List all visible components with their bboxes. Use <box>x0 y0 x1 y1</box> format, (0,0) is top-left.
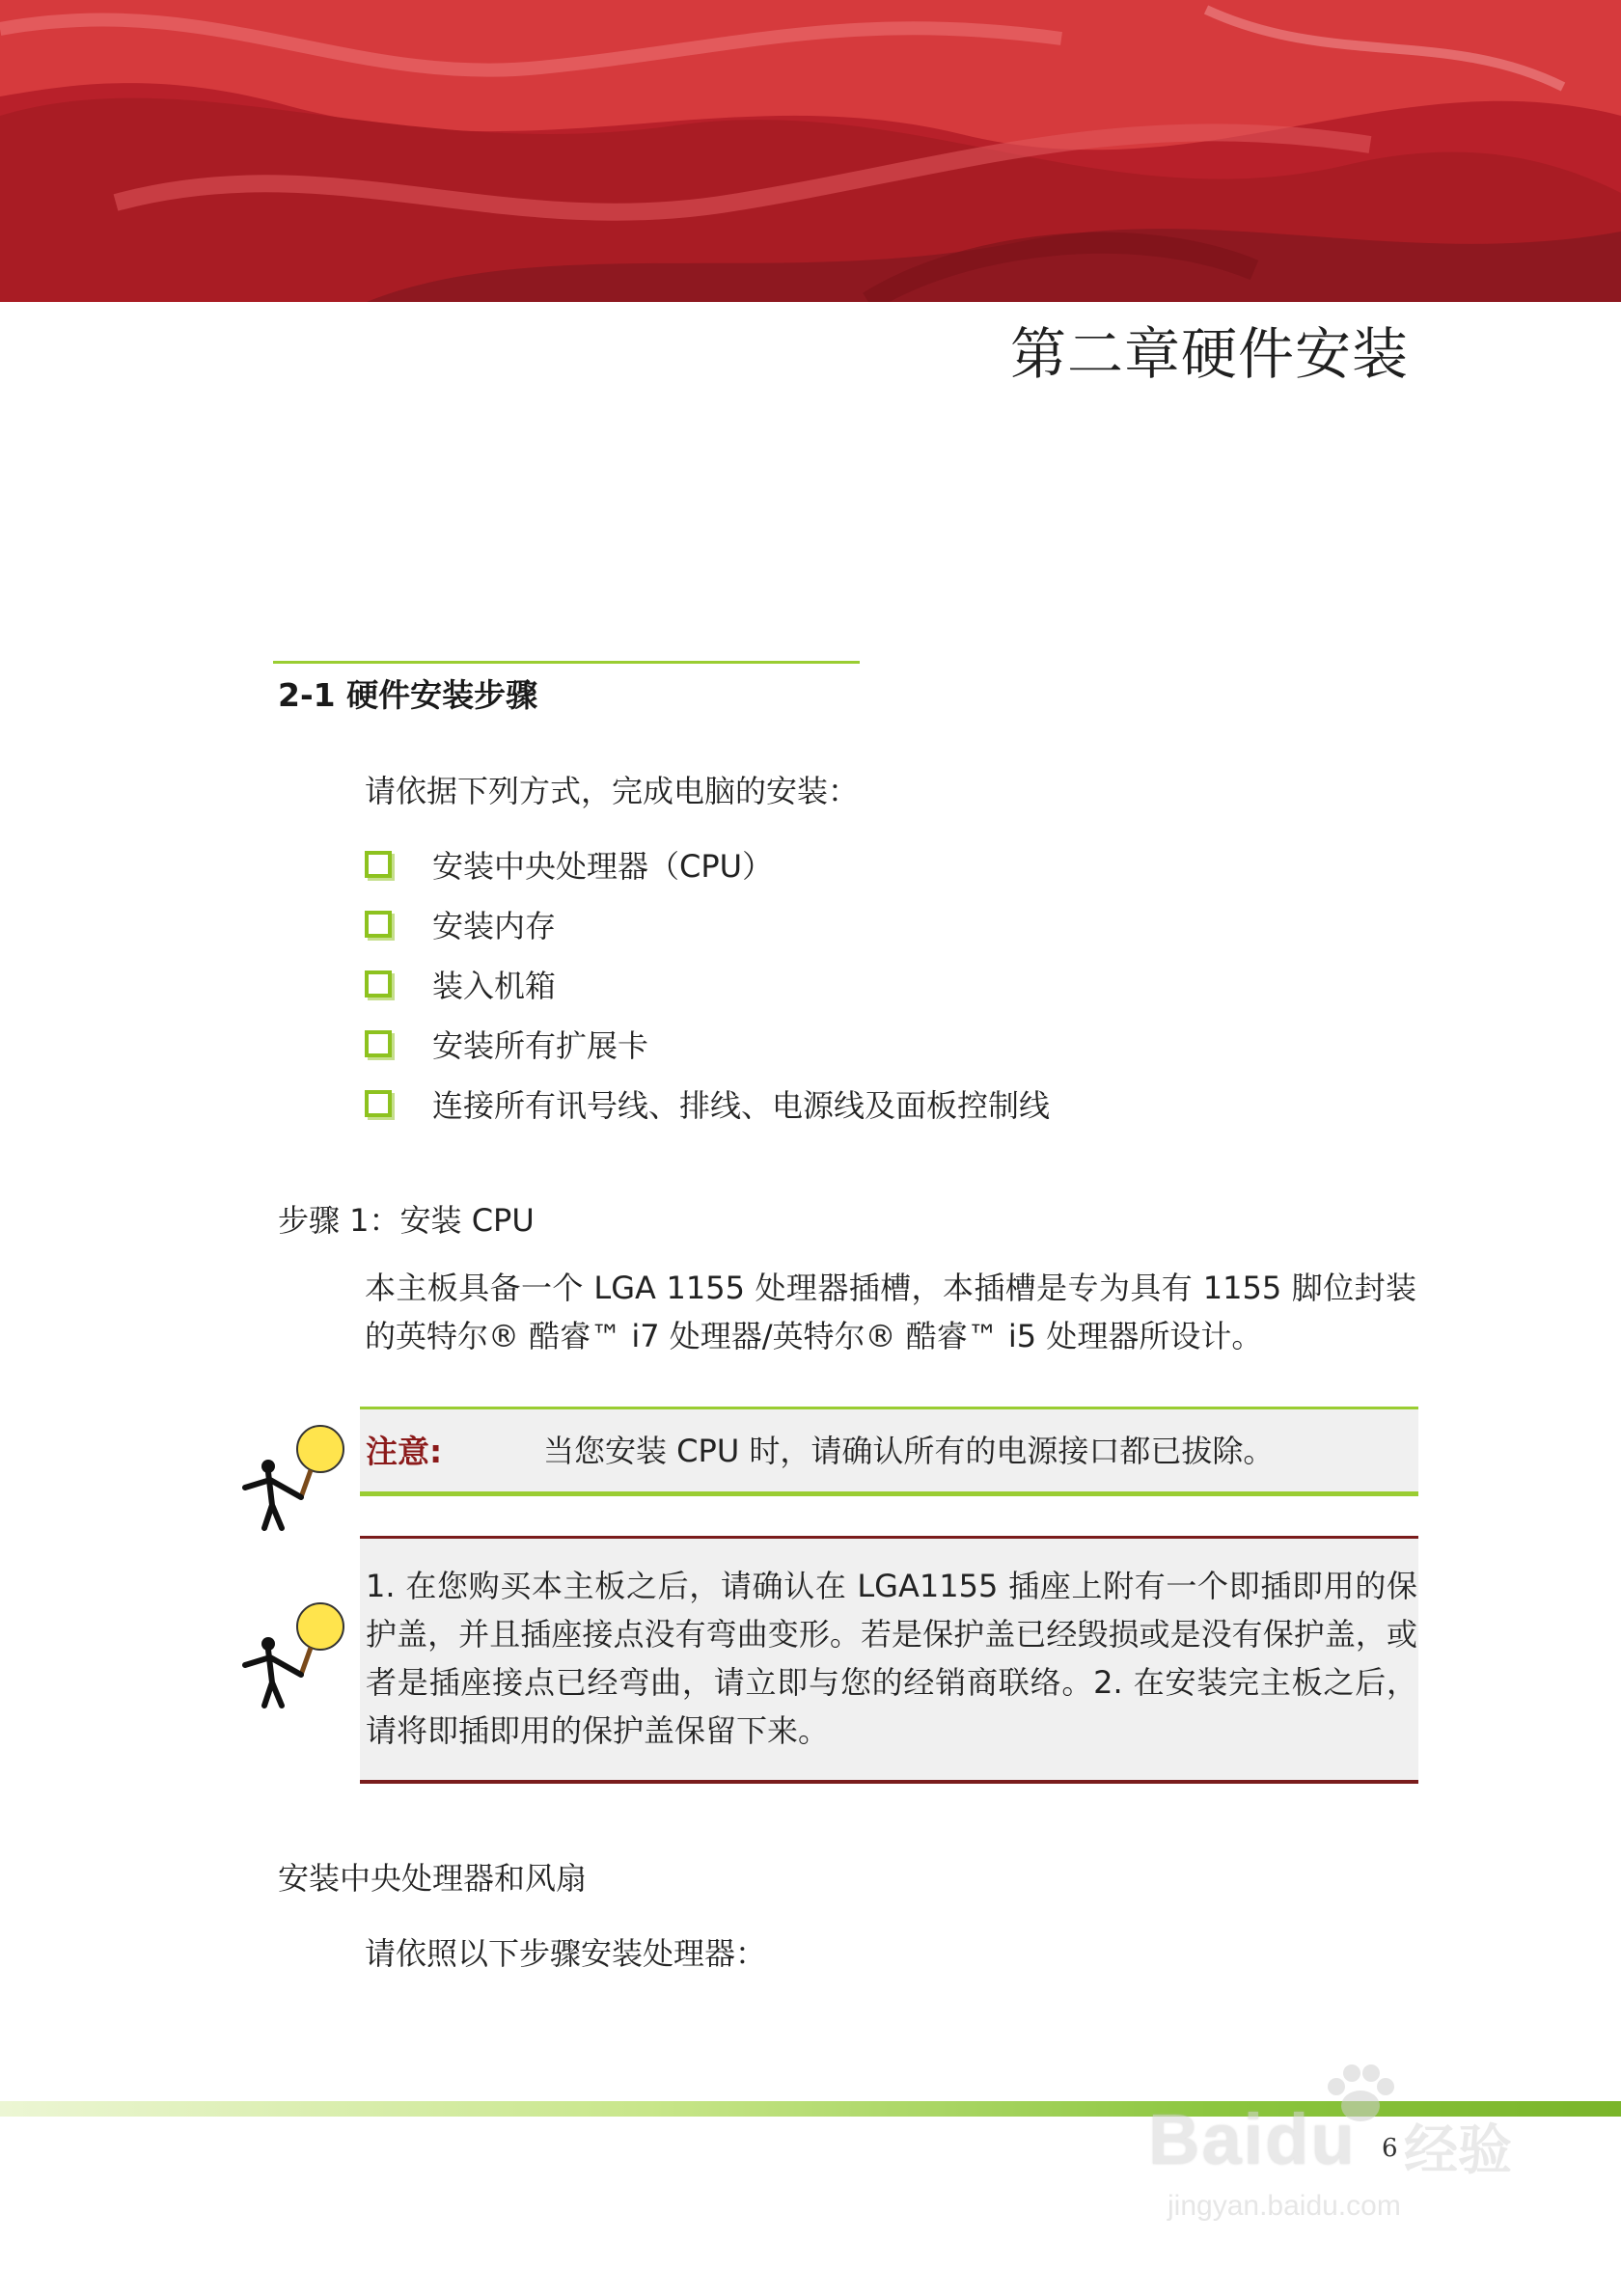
socket-cover-text: 1. 在您购买本主板之后，请确认在 LGA1155 插座上附有一个即插即用的保护盖，并且插座接点没有弯曲变形。若是保护盖已经毁损或是没有保护盖，或者是插座接点已经弯曲，请立即与您的经销商联络。2. 在安装完主板之后，请将即插即用的保护盖保留下来。 <box>366 1568 1417 1749</box>
watermark-label: 经验 <box>1404 2119 1512 2182</box>
step1-heading: 步骤 1：安装 CPU <box>278 1202 535 1239</box>
watermark <box>1148 2060 1553 2224</box>
checkbox-bullet-icon <box>365 1030 392 1057</box>
list-item: 安装中央处理器（CPU） <box>365 834 1050 894</box>
header-banner <box>0 0 1621 302</box>
watermark-brand: Baidu <box>1148 2099 1357 2179</box>
checkbox-bullet-icon <box>365 970 392 998</box>
checkbox-bullet-icon <box>365 851 392 878</box>
install-steps-list <box>365 834 1050 1134</box>
section-rule <box>273 661 860 664</box>
list-item: 安装所有扩展卡 <box>365 1014 1050 1074</box>
caution-figure-icon <box>232 1416 352 1537</box>
cpu-fan-heading: 安装中央处理器和风扇 <box>278 1860 588 1897</box>
caution-note <box>360 1407 1418 1496</box>
checkbox-bullet-icon <box>365 1090 392 1117</box>
chapter-title: 第二章硬件安装 <box>1009 321 1409 387</box>
caution-figure-icon <box>232 1594 352 1714</box>
page-number: 6 <box>1382 2134 1398 2163</box>
install-intro: 请依据下列方式，完成电脑的安装： <box>365 773 860 809</box>
caution-text: 当您安装 CPU 时，请确认所有的电源接口都已拔除。 <box>543 1433 1275 1469</box>
list-item: 连接所有讯号线、排线、电源线及面板控制线 <box>365 1074 1050 1134</box>
cpu-fan-intro: 请依照以下步骤安装处理器： <box>365 1935 767 1972</box>
section-heading: 2-1 硬件安装步骤 <box>278 676 538 714</box>
list-item: 装入机箱 <box>365 954 1050 1014</box>
step1-paragraph: 本主板具备一个 LGA 1155 处理器插槽，本插槽是专为具有 1155 脚位封装的英特尔® 酷睿™ i7 处理器/英特尔® 酷睿™ i5 处理器所设计。 <box>365 1270 1416 1354</box>
checkbox-bullet-icon <box>365 911 392 938</box>
watermark-url: jingyan.baidu.com <box>1168 2190 1401 2222</box>
caution-label: 注意: <box>366 1433 443 1470</box>
socket-cover-note <box>360 1536 1418 1784</box>
list-item: 安装内存 <box>365 894 1050 954</box>
